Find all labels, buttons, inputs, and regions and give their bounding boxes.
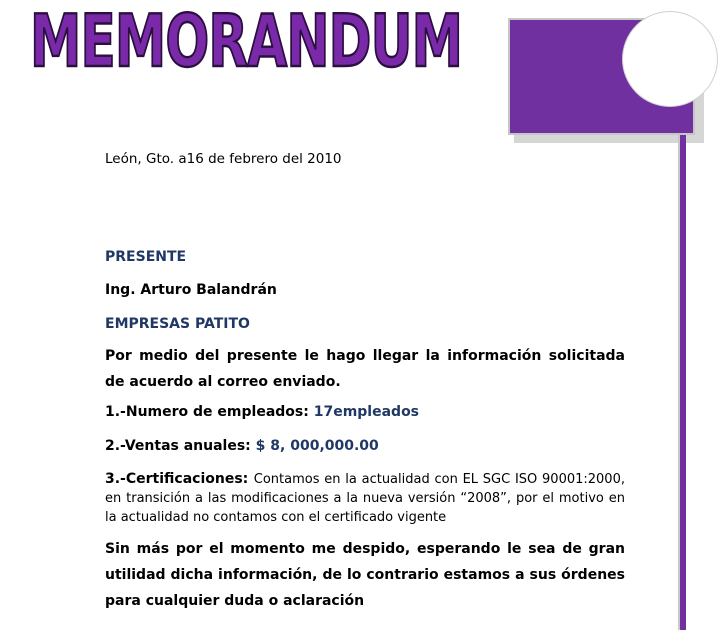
employees-value: 17empleados (313, 404, 420, 420)
sales-label: 2.-Ventas anuales: (105, 438, 256, 454)
employees-label: 1.-Numero de empleados: (105, 404, 314, 420)
decor-vertical-line (678, 135, 686, 630)
presente-label: PRESENTE (105, 249, 187, 265)
decor-white-circle (622, 11, 718, 107)
certifications-paragraph (105, 470, 625, 527)
cert-label: 3.-Certificaciones: (105, 471, 254, 487)
closing-paragraph: Sin más por el momento me despido, esperando le sea de gran utilidad dicha información, de lo contrario estamos a sus órdenes para cualquier duda o aclaración (105, 541, 625, 609)
date-line: León, Gto. a16 de febrero del 2010 (105, 151, 342, 167)
sales-line (105, 438, 625, 454)
recipient-name: Ing. Arturo Balandrán (105, 282, 277, 298)
intro-paragraph: Por medio del presente le hago llegar la información solicitada de acuerdo al correo enviado. (105, 348, 625, 390)
employees-line (105, 404, 625, 420)
memo-title: MEMORANDUM (30, 0, 463, 84)
company-name: EMPRESAS PATITO (105, 316, 250, 332)
cert-text: Contamos en la actualidad con EL SGC ISO 90001:2000, en transición a las modificaciones a la nueva versión “2008”, por el motivo en la actualidad no contamos con el certificado vigente (105, 472, 625, 525)
sales-value: $ 8, 000,000.00 (255, 438, 379, 454)
